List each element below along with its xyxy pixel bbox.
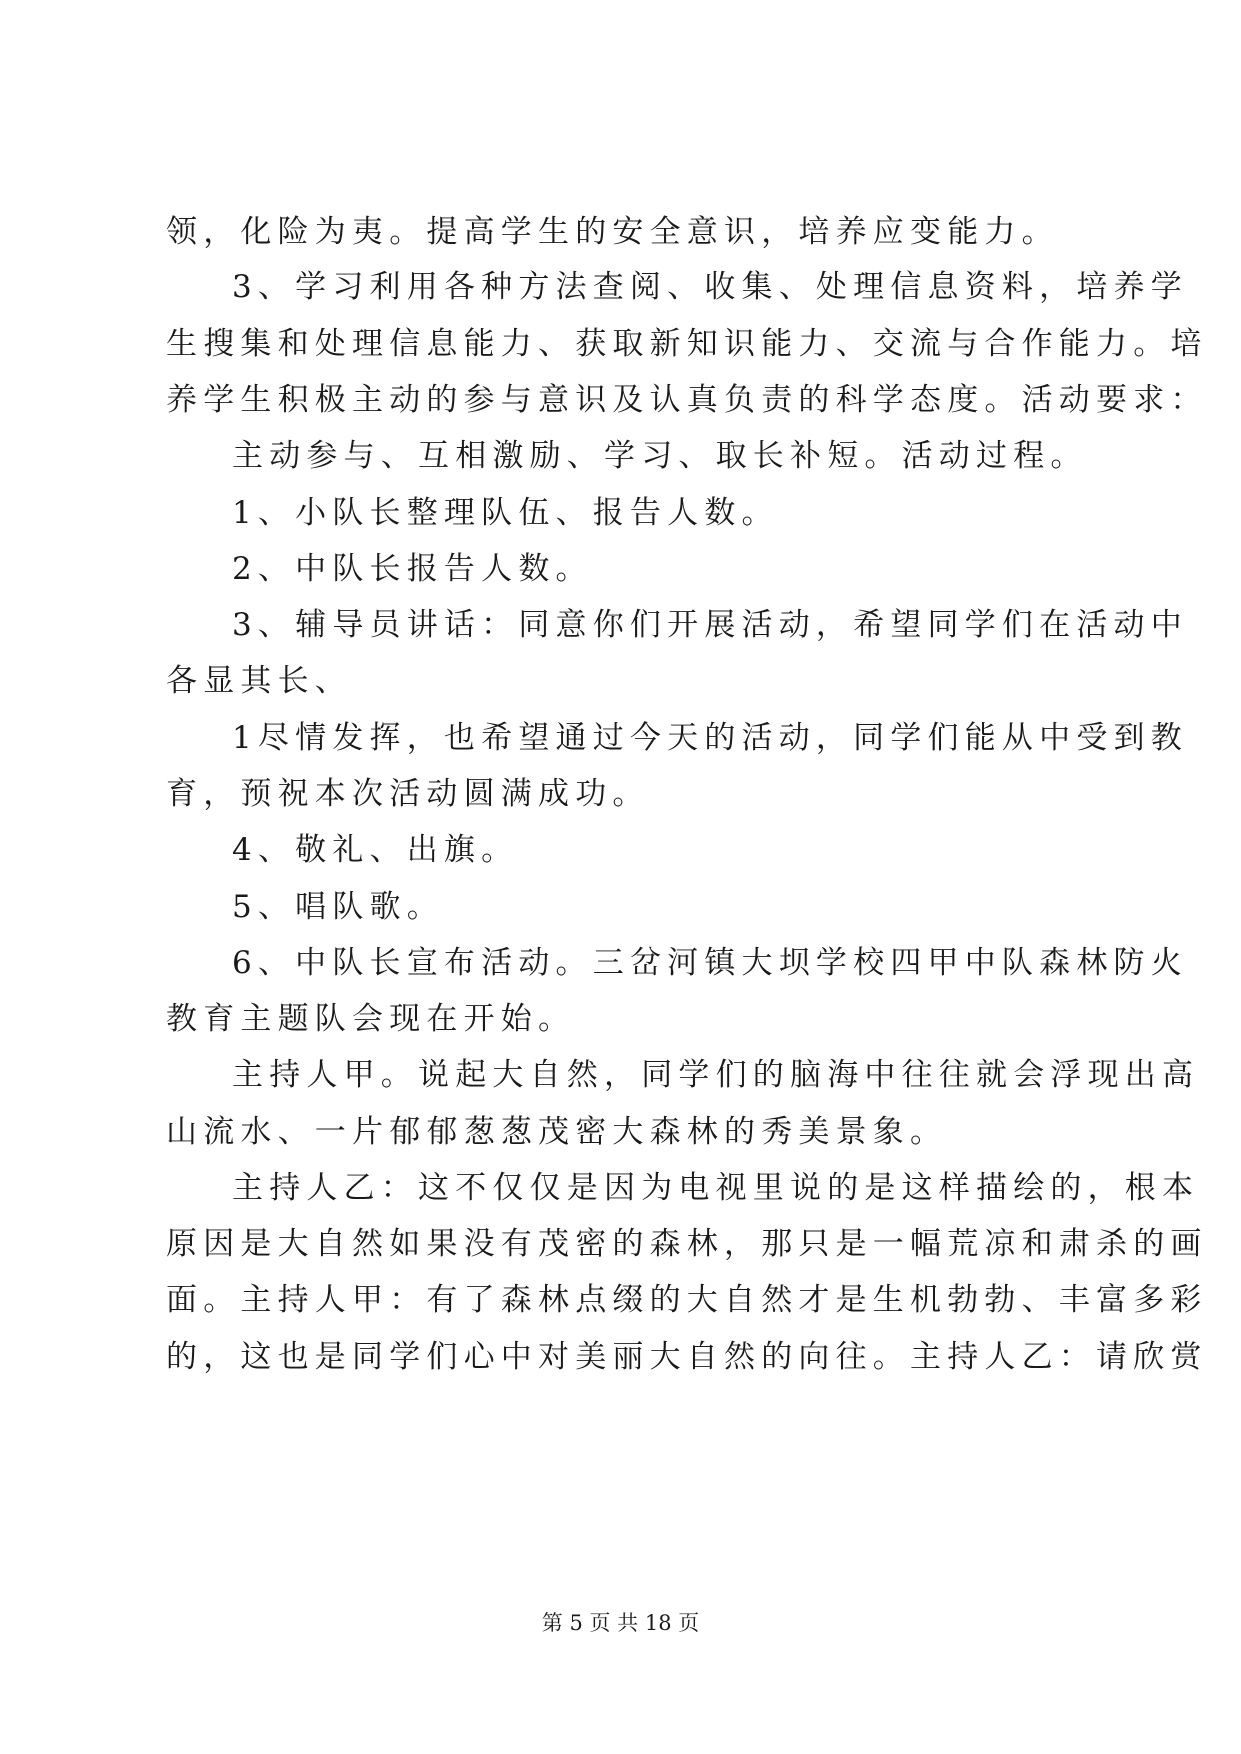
body-line: 5、唱队歌。 bbox=[232, 889, 444, 925]
body-line: 6、中队长宣布活动。三岔河镇大坝学校四甲中队森林防火 bbox=[232, 945, 1188, 981]
body-line: 1尽情发挥，也希望通过今天的活动，同学们能从中受到教 bbox=[232, 720, 1188, 756]
page-number-footer: 第 5 页 共 18 页 bbox=[541, 1611, 700, 1635]
body-line: 山流水、一片郁郁葱葱茂密大森林的秀美景象。 bbox=[166, 1114, 948, 1150]
body-line: 3、学习利用各种方法查阅、收集、处理信息资料，培养学 bbox=[232, 269, 1188, 305]
body-line: 生搜集和处理信息能力、获取新知识能力、交流与合作能力。培 bbox=[166, 326, 1208, 362]
body-line: 1、小队长整理队伍、报告人数。 bbox=[232, 495, 779, 531]
body-line: 4、敬礼、出旗。 bbox=[232, 832, 519, 868]
body-line: 2、中队长报告人数。 bbox=[232, 551, 593, 587]
body-line: 3、辅导员讲话：同意你们开展活动，希望同学们在活动中 bbox=[232, 607, 1188, 643]
body-line: 养学生积极主动的参与意识及认真负责的科学态度。活动要求： bbox=[166, 382, 1208, 418]
body-line: 面。主持人甲：有了森林点缀的大自然才是生机勃勃、丰富多彩 bbox=[166, 1282, 1208, 1318]
body-line: 主持人乙：这不仅仅是因为电视里说的是这样描绘的，根本 bbox=[232, 1170, 1200, 1206]
body-line: 主动参与、互相激励、学习、取长补短。活动过程。 bbox=[232, 438, 1088, 474]
body-line: 领，化险为夷。提高学生的安全意识，培养应变能力。 bbox=[166, 214, 1059, 250]
body-line: 原因是大自然如果没有茂密的森林，那只是一幅荒凉和肃杀的画 bbox=[166, 1226, 1208, 1262]
body-line: 主持人甲。说起大自然，同学们的脑海中往往就会浮现出高 bbox=[232, 1057, 1200, 1093]
body-line: 教育主题队会现在开始。 bbox=[166, 1001, 576, 1037]
body-line: 各显其长、 bbox=[166, 663, 352, 699]
body-line: 的，这也是同学们心中对美丽大自然的向往。主持人乙：请欣赏 bbox=[166, 1339, 1208, 1375]
body-line: 育，预祝本次活动圆满成功。 bbox=[166, 776, 650, 812]
